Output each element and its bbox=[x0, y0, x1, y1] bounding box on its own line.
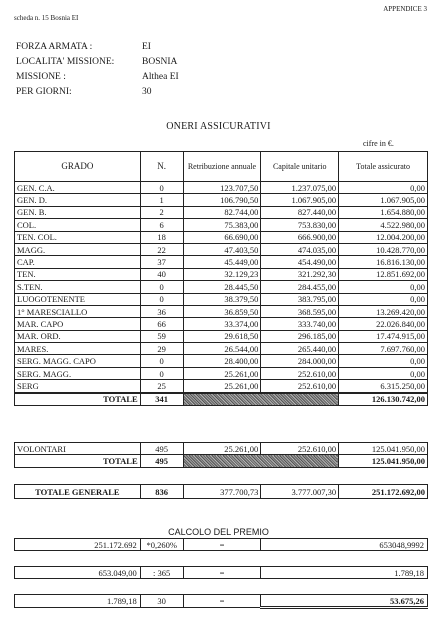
totale-label: TOTALE bbox=[15, 393, 141, 406]
n-cell: 6 bbox=[140, 219, 183, 231]
retribuzione-cell: 26.544,00 bbox=[183, 343, 261, 355]
calcolo-line-1 bbox=[14, 538, 428, 551]
info-label: MISSIONE : bbox=[16, 72, 66, 82]
calcolo-operator: *0,260% bbox=[140, 539, 183, 551]
calcolo-result: 53.675,26 bbox=[261, 595, 428, 608]
capitale-cell: 1.067.905,00 bbox=[261, 194, 339, 206]
n-cell: 66 bbox=[140, 318, 183, 330]
totale-cell: 10.428.770,00 bbox=[339, 243, 428, 255]
table-row bbox=[15, 182, 428, 194]
calcolo-result: 1.789,18 bbox=[261, 567, 428, 579]
table-row bbox=[15, 343, 428, 355]
grado-cell: GEN. C.A. bbox=[15, 182, 141, 194]
retribuzione-cell: 25.261,00 bbox=[183, 367, 261, 379]
totale-cell: 12.851.692,00 bbox=[339, 268, 428, 280]
table-row bbox=[15, 281, 428, 293]
totale-value: 125.041.950,00 bbox=[339, 455, 428, 467]
grado-cell: 1° MARESCIALLO bbox=[15, 305, 141, 317]
table-row bbox=[15, 367, 428, 379]
capitale-cell: 474.035,00 bbox=[261, 243, 339, 255]
totale-row bbox=[15, 455, 428, 467]
col-header-grado: GRADO bbox=[15, 152, 141, 182]
grado-cell: GEN. D. bbox=[15, 194, 141, 206]
n-cell: 18 bbox=[140, 231, 183, 243]
n-cell: 495 bbox=[140, 443, 183, 455]
totale-generale-n: 836 bbox=[140, 485, 183, 499]
retribuzione-cell: 32.129,23 bbox=[183, 268, 261, 280]
shaded-cell bbox=[183, 393, 339, 406]
retribuzione-cell: 38.379,50 bbox=[183, 293, 261, 305]
table-row bbox=[15, 318, 428, 330]
oneri-table bbox=[14, 151, 428, 406]
shaded-cell bbox=[183, 455, 339, 467]
capitale-cell: 753.830,00 bbox=[261, 219, 339, 231]
retribuzione-cell: 47.403,50 bbox=[183, 243, 261, 255]
capitale-cell: 454.490,00 bbox=[261, 256, 339, 268]
calcolo-line-3 bbox=[14, 594, 428, 609]
info-label: FORZA ARMATA : bbox=[16, 42, 93, 52]
grado-cell: MAR. ORD. bbox=[15, 330, 141, 342]
table-row bbox=[15, 219, 428, 231]
calcolo-title: CALCOLO DEL PREMIO bbox=[168, 527, 269, 537]
col-header-totale: Totale assicurato bbox=[339, 152, 428, 182]
scheda-label: scheda n. 15 Bosnia EI bbox=[14, 14, 79, 22]
grado-cell: MARES. bbox=[15, 343, 141, 355]
totale-cell: 0,00 bbox=[339, 293, 428, 305]
n-cell: 0 bbox=[140, 367, 183, 379]
n-cell: 0 bbox=[140, 281, 183, 293]
totale-generale-retribuzione: 377.700,73 bbox=[183, 485, 261, 499]
grado-cell: CAP. bbox=[15, 256, 141, 268]
grado-cell: VOLONTARI bbox=[15, 443, 141, 455]
calcolo-operator: 30 bbox=[140, 595, 183, 608]
calcolo-result: 653048,9992 bbox=[261, 539, 428, 551]
table-row bbox=[15, 268, 428, 280]
calcolo-operand: 653.049,00 bbox=[15, 567, 141, 579]
table-row bbox=[15, 194, 428, 206]
retribuzione-cell: 82.744,00 bbox=[183, 206, 261, 218]
retribuzione-cell: 123.707,50 bbox=[183, 182, 261, 194]
grado-cell: S.TEN. bbox=[15, 281, 141, 293]
info-label: LOCALITA' MISSIONE: bbox=[16, 57, 115, 67]
info-label: PER GIORNI: bbox=[16, 87, 72, 97]
capitale-cell: 296.185,00 bbox=[261, 330, 339, 342]
totale-label: TOTALE bbox=[15, 455, 141, 467]
info-value: 30 bbox=[142, 87, 152, 97]
capitale-cell: 666.900,00 bbox=[261, 231, 339, 243]
totale-cell: 1.654.880,00 bbox=[339, 206, 428, 218]
totale-cell: 17.474.915,00 bbox=[339, 330, 428, 342]
table-row bbox=[15, 231, 428, 243]
capitale-cell: 827.440,00 bbox=[261, 206, 339, 218]
info-values bbox=[142, 40, 179, 100]
grado-cell: SERG. MAGG. CAPO bbox=[15, 355, 141, 367]
n-cell: 59 bbox=[140, 330, 183, 342]
retribuzione-cell: 28.445,50 bbox=[183, 281, 261, 293]
totale-cell: 4.522.980,00 bbox=[339, 219, 428, 231]
retribuzione-cell: 36.859,50 bbox=[183, 305, 261, 317]
table-row bbox=[15, 443, 428, 455]
totale-n: 495 bbox=[140, 455, 183, 467]
calcolo-row bbox=[15, 595, 428, 608]
info-value: EI bbox=[142, 42, 151, 52]
totale-cell: 1.067.905,00 bbox=[339, 194, 428, 206]
capitale-cell: 265.440,00 bbox=[261, 343, 339, 355]
calcolo-row bbox=[15, 567, 428, 579]
retribuzione-cell: 45.449,00 bbox=[183, 256, 261, 268]
n-cell: 22 bbox=[140, 243, 183, 255]
retribuzione-cell: 29.618,50 bbox=[183, 330, 261, 342]
capitale-cell: 252.610,00 bbox=[261, 380, 339, 393]
table-row bbox=[15, 293, 428, 305]
grado-cell: SERG. MAGG. bbox=[15, 367, 141, 379]
retribuzione-cell: 106.790,50 bbox=[183, 194, 261, 206]
capitale-cell: 383.795,00 bbox=[261, 293, 339, 305]
appendice-label: APPENDICE 3 bbox=[383, 5, 427, 13]
totale-generale-table bbox=[14, 484, 428, 499]
grado-cell: MAR. CAPO bbox=[15, 318, 141, 330]
grado-cell: LUOGOTENENTE bbox=[15, 293, 141, 305]
totale-cell: 0,00 bbox=[339, 355, 428, 367]
table-row bbox=[15, 256, 428, 268]
capitale-cell: 284.000,00 bbox=[261, 355, 339, 367]
totale-cell: 6.315.250,00 bbox=[339, 380, 428, 393]
grado-cell: COL. bbox=[15, 219, 141, 231]
capitale-cell: 252.610,00 bbox=[261, 443, 339, 455]
table-row bbox=[15, 243, 428, 255]
totale-cell: 125.041.950,00 bbox=[339, 443, 428, 455]
table-row bbox=[15, 330, 428, 342]
n-cell: 0 bbox=[140, 182, 183, 194]
calcolo-operand: 251.172.692 bbox=[15, 539, 141, 551]
retribuzione-cell: 66.690,00 bbox=[183, 231, 261, 243]
n-cell: 37 bbox=[140, 256, 183, 268]
calcolo-line-2 bbox=[14, 566, 428, 579]
calcolo-equals: = bbox=[183, 539, 261, 551]
n-cell: 0 bbox=[140, 355, 183, 367]
calcolo-equals: = bbox=[183, 595, 261, 608]
volontari-table bbox=[14, 442, 428, 468]
table-row bbox=[15, 380, 428, 393]
totale-cell: 0,00 bbox=[339, 182, 428, 194]
n-cell: 2 bbox=[140, 206, 183, 218]
grado-cell: TEN. COL. bbox=[15, 231, 141, 243]
capitale-cell: 333.740,00 bbox=[261, 318, 339, 330]
retribuzione-cell: 25.261,00 bbox=[183, 443, 261, 455]
capitale-cell: 284.455,00 bbox=[261, 281, 339, 293]
n-cell: 40 bbox=[140, 268, 183, 280]
retribuzione-cell: 25.261,00 bbox=[183, 380, 261, 393]
table-row bbox=[15, 206, 428, 218]
page-title: ONERI ASSICURATIVI bbox=[166, 121, 271, 132]
totale-cell: 22.026.840,00 bbox=[339, 318, 428, 330]
totale-value: 126.130.742,00 bbox=[339, 393, 428, 406]
totale-generale-label: TOTALE GENERALE bbox=[15, 485, 141, 499]
grado-cell: SERG bbox=[15, 380, 141, 393]
capitale-cell: 252.610,00 bbox=[261, 367, 339, 379]
info-value: BOSNIA bbox=[142, 57, 178, 67]
n-cell: 1 bbox=[140, 194, 183, 206]
table-row bbox=[15, 355, 428, 367]
totale-generale-row bbox=[15, 485, 428, 499]
grado-cell: GEN. B. bbox=[15, 206, 141, 218]
grado-cell: TEN. bbox=[15, 268, 141, 280]
totale-cell: 12.004.200,00 bbox=[339, 231, 428, 243]
totale-generale-capitale: 3.777.007,30 bbox=[261, 485, 339, 499]
totale-cell: 7.697.760,00 bbox=[339, 343, 428, 355]
retribuzione-cell: 28.400,00 bbox=[183, 355, 261, 367]
col-header-retribuzione: Retribuzione annuale bbox=[183, 152, 261, 182]
calcolo-operand: 1.789,18 bbox=[15, 595, 141, 608]
retribuzione-cell: 33.374,00 bbox=[183, 318, 261, 330]
info-labels bbox=[16, 40, 114, 100]
col-header-capitale: Capitale unitario bbox=[261, 152, 339, 182]
currency-note: cifre in €. bbox=[363, 139, 394, 148]
calcolo-operator: : 365 bbox=[140, 567, 183, 579]
table-body bbox=[15, 182, 428, 393]
totale-generale-value: 251.172.692,00 bbox=[339, 485, 428, 499]
grado-cell: MAGG. bbox=[15, 243, 141, 255]
totale-n: 341 bbox=[140, 393, 183, 406]
n-cell: 25 bbox=[140, 380, 183, 393]
n-cell: 29 bbox=[140, 343, 183, 355]
capitale-cell: 321.292,30 bbox=[261, 268, 339, 280]
table-row bbox=[15, 305, 428, 317]
capitale-cell: 368.595,00 bbox=[261, 305, 339, 317]
calcolo-row bbox=[15, 539, 428, 551]
capitale-cell: 1.237.075,00 bbox=[261, 182, 339, 194]
calcolo-equals: = bbox=[183, 567, 261, 579]
col-header-n: N. bbox=[140, 152, 183, 182]
info-value: Althea EI bbox=[142, 72, 179, 82]
n-cell: 0 bbox=[140, 293, 183, 305]
totale-cell: 16.816.130,00 bbox=[339, 256, 428, 268]
totale-cell: 0,00 bbox=[339, 281, 428, 293]
totale-cell: 0,00 bbox=[339, 367, 428, 379]
totale-cell: 13.269.420,00 bbox=[339, 305, 428, 317]
retribuzione-cell: 75.383,00 bbox=[183, 219, 261, 231]
n-cell: 36 bbox=[140, 305, 183, 317]
totale-row bbox=[15, 393, 428, 406]
